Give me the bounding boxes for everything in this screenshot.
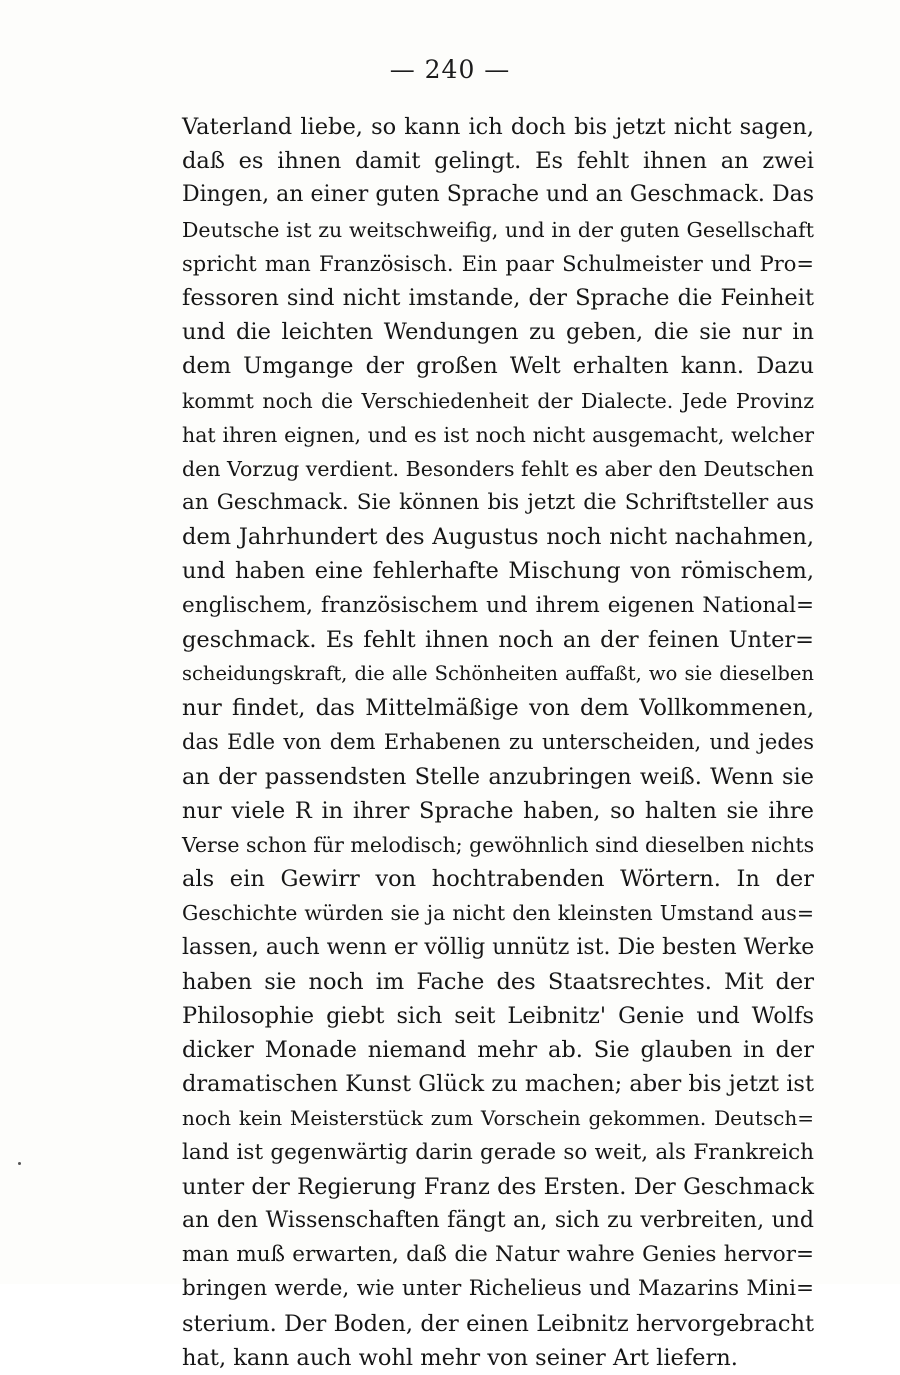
text-line: dem Jahrhundert des Augustus noch nicht nachahmen, bbox=[182, 524, 814, 551]
text-line: und haben eine fehlerhafte Mischung von römischem, bbox=[182, 558, 814, 585]
text-line: noch kein Meisterstück zum Vorschein gekommen. Deutsch= bbox=[182, 1106, 814, 1131]
page-number: — 240 — bbox=[389, 55, 511, 84]
text-line: man muß erwarten, daß die Natur wahre Genies hervor= bbox=[182, 1242, 814, 1268]
text-line: Deutsche ist zu weitschweifig, und in der guten Gesellschaft bbox=[182, 217, 814, 242]
text-line: kommt noch die Verschiedenheit der Dialecte. Jede Provinz bbox=[182, 388, 814, 413]
text-line: englischem, französischem und ihrem eigenen National= bbox=[182, 592, 814, 618]
text-line: sterium. Der Boden, der einen Leibnitz hervorgebracht bbox=[182, 1310, 814, 1337]
text-line: unter der Regierung Franz des Ersten. Der Geschmack bbox=[182, 1173, 814, 1200]
text-line: Verse schon für melodisch; gewöhnlich sind dieselben nichts bbox=[182, 832, 815, 857]
text-line: geschmack. Es fehlt ihnen noch an der feinen Unter= bbox=[182, 626, 814, 653]
text-line: daß es ihnen damit gelingt. Es fehlt ihnen an zwei bbox=[182, 148, 814, 175]
text-line-last: hat, kann auch wohl mehr von seiner Art liefern. bbox=[182, 1344, 738, 1371]
text-line: land ist gegenwärtig darin gerade so weit, als Frankreich bbox=[182, 1139, 814, 1165]
text-line: Vaterland liebe, so kann ich doch bis jetzt nicht sagen, bbox=[182, 114, 814, 140]
body-text bbox=[182, 110, 814, 1375]
text-line: haben sie noch im Fache des Staatsrechtes. Mit der bbox=[182, 968, 814, 995]
text-line: als ein Gewirr von hochtrabenden Wörtern. In der bbox=[182, 866, 814, 893]
text-line: dem Umgange der großen Welt erhalten kann. Dazu bbox=[182, 353, 814, 380]
paper-speck bbox=[18, 1162, 21, 1165]
text-line: hat ihren eignen, und es ist noch nicht ausgemacht, welcher bbox=[182, 422, 814, 447]
text-line: scheidungskraft, die alle Schönheiten auffaßt, wo sie dieselben bbox=[182, 662, 814, 685]
text-line: an Geschmack. Sie können bis jetzt die Schriftsteller aus bbox=[182, 490, 814, 516]
text-line: bringen werde, wie unter Richelieus und Mazarins Mini= bbox=[182, 1276, 814, 1302]
text-line: und die leichten Wendungen zu geben, die sie nur in bbox=[182, 319, 814, 346]
text-line: nur findet, das Mittelmäßige von dem Vollkommenen, bbox=[182, 695, 814, 722]
text-line: an den Wissenschaften fängt an, sich zu verbreiten, und bbox=[182, 1208, 814, 1233]
text-line: dicker Monade niemand mehr ab. Sie glauben in der bbox=[182, 1037, 814, 1064]
text-line: spricht man Französisch. Ein paar Schulmeister und Pro= bbox=[182, 251, 814, 276]
text-line: den Vorzug verdient. Besonders fehlt es aber den Deutschen bbox=[182, 456, 814, 481]
text-line: fessoren sind nicht imstande, der Sprache die Feinheit bbox=[182, 284, 814, 311]
text-line: nur viele R in ihrer Sprache haben, so halten sie ihre bbox=[182, 797, 814, 824]
text-line: an der passendsten Stelle anzubringen weiß. Wenn sie bbox=[182, 763, 814, 790]
text-line: das Edle von dem Erhabenen zu unterscheiden, und jedes bbox=[182, 730, 814, 755]
text-line: lassen, auch wenn er völlig unnütz ist. Die besten Werke bbox=[182, 934, 815, 960]
text-line: Geschichte würden sie ja nicht den kleinsten Umstand aus= bbox=[182, 901, 814, 926]
text-line: dramatischen Kunst Glück zu machen; aber bis jetzt ist bbox=[182, 1071, 814, 1098]
text-line: Philosophie giebt sich seit Leibnitz' Genie und Wolfs bbox=[182, 1002, 814, 1029]
text-line: Dingen, an einer guten Sprache und an Geschmack. Das bbox=[182, 182, 814, 208]
